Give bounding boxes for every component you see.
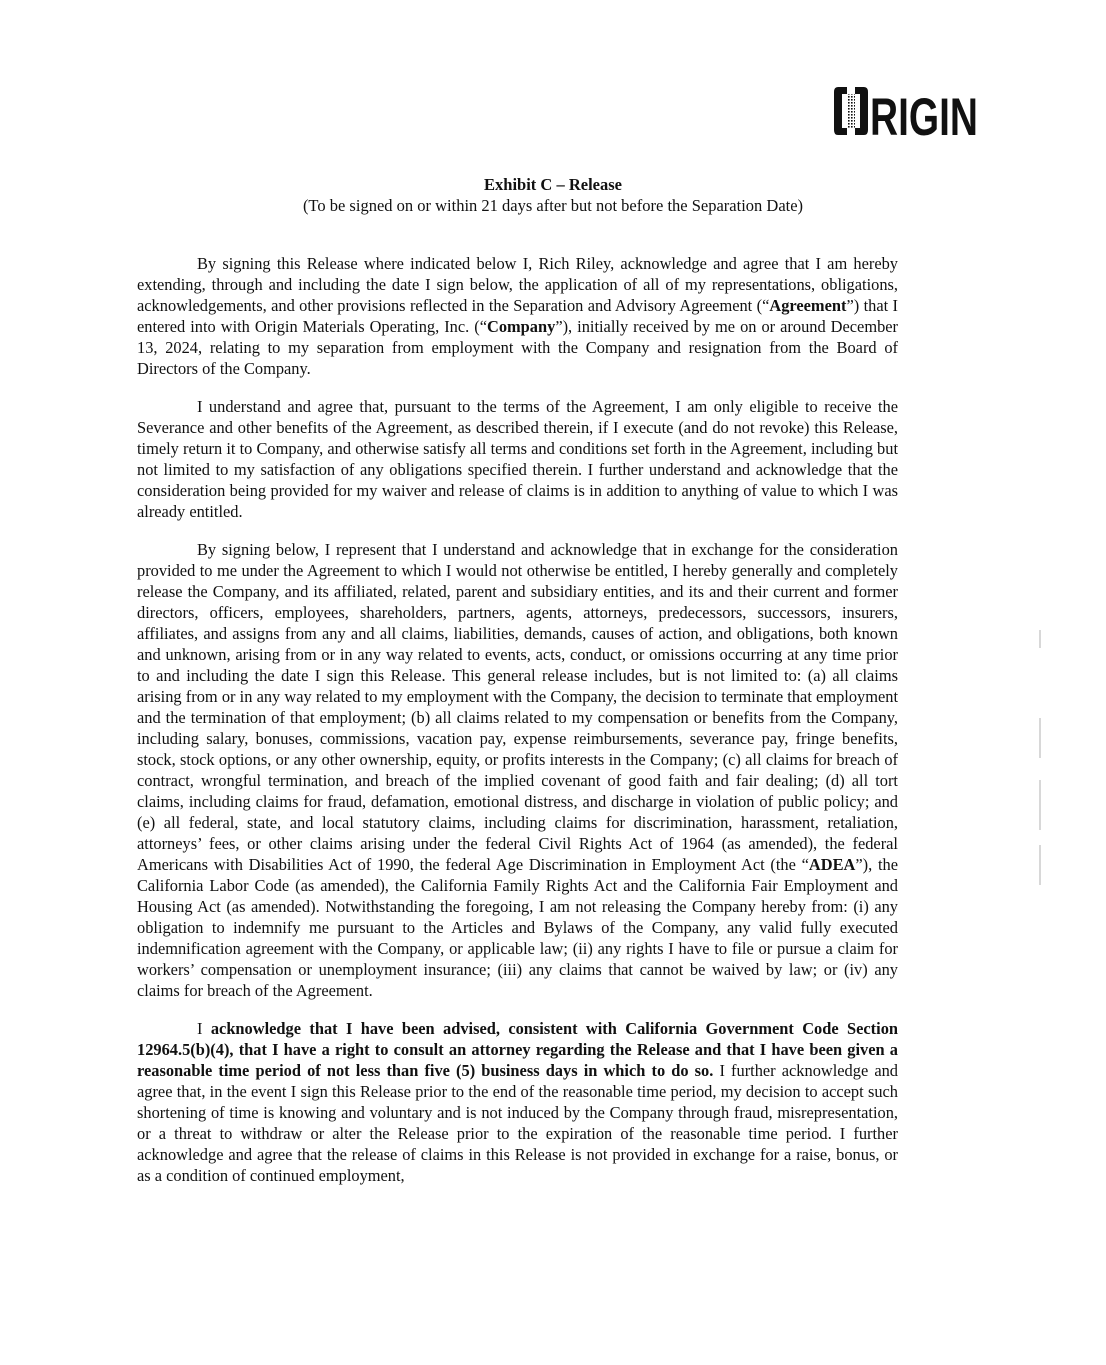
paragraph-eligibility: I understand and agree that, pursuant to the terms of the Agreement, I am only eligible to receive the Severance and other benefits of the Agreement, as described therein, if I execute (and do not revoke) this Release, timely return it to Company, and otherwise satisfy all terms and conditions set forth in the Agreement, including but not limited to my satisfaction of any obligations specified therein. I further understand and acknowledge that the consideration being provided for my waiver and release of claims is in addition to anything of value to which I was already entitled. [137,397,898,521]
scan-margin-marks [1039,630,1043,890]
origin-logo-wordmark: RIGIN [870,88,978,147]
document-heading [0,174,1106,216]
attorney-advice-notice: acknowledge that I have been advised, consistent with California Government Code Section 12964.5(b)(4), that I have a right to consult an attorney regarding the Release and that I have been given a reasonable time period of not less than five (5) business days in which to do so. [137,1019,899,1080]
document-subtitle: (To be signed on or within 21 days after but not before the Separation Date) [302,196,804,215]
defined-term-adea: ADEA [808,855,856,874]
paragraph-release-extension: By signing this Release where indicated below I, Rich Riley, acknowledge and agree that I am hereby extending, through and including the date I sign below, the application of all of my representations, obligations, acknowledgements, and other provisions reflected in the Separation and Advisory Agreement (“Agreement”) that I entered into with Origin Materials Operating, Inc. (“Company”), initially received by me on or around December 13, 2024, relating to my separation from employment with the Company and resignation from the Board of Directors of the Company. [137,254,899,378]
defined-term-company: Company [487,317,556,336]
origin-logo [833,84,979,147]
origin-logo-mark [833,84,979,147]
defined-term-agreement: Agreement [769,296,847,315]
release-body [137,253,898,1186]
paragraph-general-release: By signing below, I represent that I understand and acknowledge that in exchange for the consideration provided to me under the Agreement to which I would not otherwise be entitled, I hereby generally and completely release the Company, and its affiliated, related, parent and subsidiary entities, and its and their current and former directors, officers, employees, shareholders, partners, agents, attorneys, predecessors, successors, insurers, affiliates, and assigns from any and all claims, liabilities, demands, causes of action, and obligations, both known and unknown, arising from or in any way related to events, acts, conduct, or omissions occurring at any time prior to and including the date I sign this Release. This general release includes, but is not limited to: (a) all claims arising from or in any way related to my employment with the Company, the decision to terminate that employment and the termination of that employment; (b) all claims related to my compensation or benefits from the Company, including salary, bonuses, commissions, vacation pay, expense reimbursements, severance pay, fringe benefits, stock, stock options, or any other ownership, equity, or profits interests in the Company; (c) all claims for breach of contract, wrongful termination, and breach of the implied covenant of good faith and fair dealing; (d) all tort claims, including claims for fraud, defamation, emotional distress, and discharge in violation of public policy; and (e) all federal, state, and local statutory claims, including claims for discrimination, harassment, retaliation, attorneys’ fees, or other claims arising under the federal Civil Rights Act of 1964 (as amended), the federal Americans with Disabilities Act of 1990, the federal Age Discrimination in Employment Act (the “ADEA”), the California Labor Code (as amended), the California Family Rights Act and the California Fair Employment and Housing Act (as amended). Notwithstanding the foregoing, I am not releasing the Company hereby from: (i) any obligation to indemnify me pursuant to the Articles and Bylaws of the Company, any valid fully executed indemnification agreement with the Company, or applicable law; (ii) any rights I have to file or pursue a claim for workers’ compensation or unemployment insurance; (iii) any claims that cannot be waived by law; or (iv) any claims for breach of the Agreement. [137,540,898,1000]
document-title: Exhibit C – Release [484,175,622,194]
paragraph-attorney-advice: I acknowledge that I have been advised, consistent with California Government Code Section 12964.5(b)(4), that I have a right to consult an attorney regarding the Release and that I have been given a reasonable time period of not less than five (5) business days in which to do so. I further acknowledge and agree that, in the event I sign this Release prior to the end of the reasonable time period, my decision to accept such shortening of time is knowing and voluntary and is not induced by the Company through fraud, misrepresentation, or a threat to withdraw or alter the Release prior to the expiration of the reasonable time period. I further acknowledge and agree that the release of claims in this Release is not provided in exchange for a raise, bonus, or as a condition of continued employment, [137,1019,899,1185]
